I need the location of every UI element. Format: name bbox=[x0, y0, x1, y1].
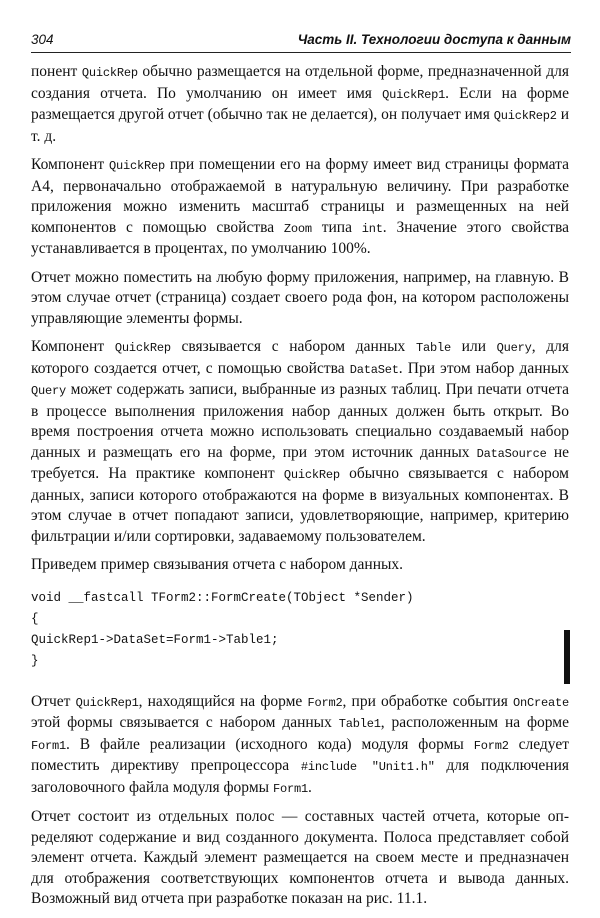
code-term: QuickRep bbox=[283, 468, 340, 482]
paragraph bbox=[31, 692, 569, 800]
text-run: Компонент bbox=[31, 338, 115, 355]
text-run: может содержать записи, выбранные из разных таблиц. При печати отчета в процессе выполнения приложения набор данных должен быть открыт. Во время построения отчета можно использовать специально создаваемый набор данных и размещать его на форме, при этом источник данных bbox=[31, 381, 569, 461]
code-term: Form1 bbox=[31, 738, 67, 753]
paragraph bbox=[31, 807, 569, 910]
code-term: #include "Unit1.h" bbox=[300, 760, 435, 774]
code-term: Form2 bbox=[307, 695, 343, 710]
text-run: Отчет состоит из отдельных полос — составных частей отчета, которые определяют содержание и вид созданного документа. Полоса представляет собой элемент отчета. Каждый элемент размещается на своем месте и предназначен для отображения соответствующих компонентов отчета и вывода данных. Возможный вид отчета при разработке показан на рис. 11.1. bbox=[31, 808, 569, 907]
code-line: { bbox=[31, 611, 39, 626]
code-line: } bbox=[31, 653, 39, 668]
code-term: Form1 bbox=[272, 781, 308, 796]
text-run: не требуется. На практике компонент bbox=[31, 443, 569, 482]
running-header bbox=[31, 28, 571, 53]
code-listing bbox=[31, 588, 569, 672]
text-run: Приведем пример связывания отчета с набором данных. bbox=[31, 556, 404, 573]
text-run: и т. д. bbox=[31, 106, 570, 145]
text-run: Отчет bbox=[31, 692, 76, 710]
text-before-code bbox=[31, 62, 569, 576]
code-term: QuickRep1 bbox=[75, 695, 139, 710]
text-run: этой формы связывается с набором данных bbox=[31, 714, 339, 731]
page-edge-mark bbox=[564, 630, 570, 684]
page-number: 304 bbox=[31, 32, 54, 47]
text-run: или bbox=[450, 338, 497, 355]
code-term: Table1 bbox=[338, 717, 381, 731]
text-run: для подключения заголовочного файла модуля формы bbox=[31, 757, 569, 796]
text-run: . Если на форме размещается другой отчет (обычно так не делается), он получает имя bbox=[31, 84, 569, 123]
page-body bbox=[31, 62, 569, 918]
text-run: обычно размещается на отдельной форме, предназначенной для создания отчета. По умолчанию он имеет имя bbox=[31, 63, 569, 102]
text-run: . bbox=[307, 778, 312, 796]
chapter-title: Часть II. Технологии доступа к данным bbox=[297, 32, 571, 47]
code-line: QuickRep1->DataSet=Form1->Table1; bbox=[31, 632, 279, 647]
paragraph bbox=[31, 268, 569, 330]
code-term: QuickRep1 bbox=[382, 87, 446, 102]
paragraph bbox=[31, 555, 569, 576]
text-run: Отчет можно поместить на любую форму приложения, например, на главную. В этом случае отчет (страница) создает своего рода фон, на котором расположены управляющие элементы формы. bbox=[31, 268, 569, 327]
code-term: OnCreate bbox=[512, 695, 569, 710]
paragraph bbox=[31, 62, 569, 147]
code-line: void __fastcall TForm2::FormCreate(TObject *Sender) bbox=[31, 590, 414, 605]
code-term: Table bbox=[415, 341, 451, 355]
text-run: , для которого создается отчет, с помощью свойства bbox=[31, 338, 569, 377]
text-run: , при обработке события bbox=[342, 692, 513, 710]
code-term: QuickRep bbox=[114, 341, 171, 355]
code-term: QuickRep bbox=[81, 66, 138, 80]
text-run: понент bbox=[31, 63, 82, 80]
text-run: , находящийся на форме bbox=[138, 692, 308, 710]
code-term: QuickRep2 bbox=[493, 109, 557, 123]
code-term: Query bbox=[31, 384, 67, 398]
text-run: , расположенным на форме bbox=[380, 714, 569, 731]
code-term: DataSet bbox=[349, 362, 399, 377]
text-run: при помещении его на форму имеет вид страницы формата А4, первоначально отображаемой в натуральную величину. При разработке приложения можно изменить масштаб страницы и размещенных на ней компонентов с помощью свойства bbox=[31, 156, 569, 236]
code-term: DataSource bbox=[476, 446, 547, 461]
paragraph bbox=[31, 155, 569, 260]
text-run: обычно связывается с набором данных, записи которого отображаются на форме в визуальных компонентах. В этом случае в отчет попадают записи, удовлетворяющие, например, критерию фильтрации и/или сортировки, задаваемому пользователем. bbox=[31, 465, 569, 545]
code-term: Zoom bbox=[283, 221, 312, 236]
code-term: Form2 bbox=[473, 738, 509, 753]
text-run: . В файле реализации (исходного кода) модуля формы bbox=[66, 735, 474, 753]
text-run: типа bbox=[311, 218, 362, 236]
text-run: связывается с набором данных bbox=[170, 338, 416, 355]
text-run: . При этом набор данных bbox=[398, 359, 569, 377]
code-term: Query bbox=[496, 341, 532, 355]
text-run: . Значение этого свойства устанавливается в процентах, по умолчанию 100%. bbox=[31, 218, 569, 257]
text-run: следует поместить директиву препроцессора bbox=[31, 735, 570, 774]
code-term: int bbox=[361, 221, 383, 236]
paragraph bbox=[31, 337, 569, 547]
text-after-code bbox=[31, 692, 569, 910]
code-term: QuickRep bbox=[108, 159, 165, 173]
text-run: Компонент bbox=[31, 156, 109, 173]
